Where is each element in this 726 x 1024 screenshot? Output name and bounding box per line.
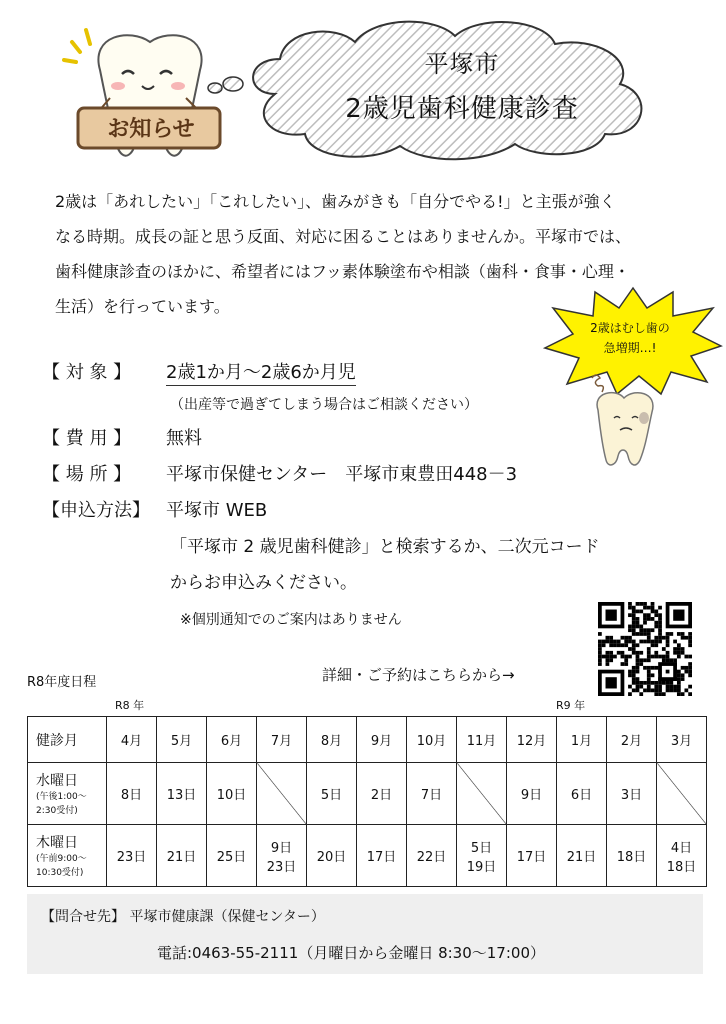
exam-date: 20日 — [316, 850, 347, 865]
month-cell: 2月 — [607, 717, 657, 763]
time-note: (午後1:00～ — [36, 791, 87, 802]
no-exam-cell — [457, 763, 507, 825]
exam-date-cell — [257, 825, 307, 887]
exam-date-cell — [507, 763, 557, 825]
place-row — [42, 460, 517, 486]
month-cell: 9月 — [357, 717, 407, 763]
year-label-r9: R9 年 — [556, 699, 586, 712]
exam-date: 23日 — [116, 850, 147, 865]
exam-date: 4日 — [670, 840, 693, 856]
year-label-r8: R8 年 — [115, 699, 145, 712]
exam-date-cell — [207, 763, 257, 825]
exam-date: 17日 — [516, 850, 547, 865]
month-cell: 12月 — [507, 717, 557, 763]
exam-date-cell — [157, 763, 207, 825]
apply-label: 【申込方法】 — [42, 500, 150, 521]
month-cell: 7月 — [257, 717, 307, 763]
worried-tooth-illustration — [578, 370, 668, 470]
exam-date: 21日 — [166, 850, 197, 865]
intro-line: なる時期。成長の証と思う反面、対応に困ることはありませんか。平塚市では、 — [55, 227, 632, 246]
month-cell: 11月 — [457, 717, 507, 763]
apply-value: 平塚市 WEB — [166, 500, 268, 521]
month-cell: 8月 — [307, 717, 357, 763]
fee-row — [42, 424, 202, 450]
exam-date: 22日 — [416, 850, 447, 865]
notice-badge-label: お知らせ — [107, 117, 195, 142]
exam-date: 2日 — [370, 788, 393, 803]
exam-date: 13日 — [166, 788, 197, 803]
exam-date: 10日 — [216, 788, 247, 803]
weekday-label: 水曜日 — [36, 772, 78, 789]
qr-code[interactable] — [598, 602, 692, 696]
exam-date: 21日 — [566, 850, 597, 865]
exam-date: 17日 — [366, 850, 397, 865]
exam-date-cell — [557, 825, 607, 887]
fee-value: 無料 — [166, 428, 202, 449]
exam-date-cell — [107, 825, 157, 887]
exam-date: 9日 — [520, 788, 543, 803]
exam-date: 18日 — [616, 850, 647, 865]
place-value: 平塚市保健センター 平塚市東豊田448－3 — [166, 464, 518, 485]
exam-date: 7日 — [420, 788, 443, 803]
apply-row — [42, 496, 267, 522]
apply-instructions: からお申込みください。 — [170, 573, 357, 593]
exam-date-cell — [307, 763, 357, 825]
exam-date-cell — [507, 825, 557, 887]
contact-department: 【問合せ先】 平塚市健康課（保健センター） — [41, 909, 325, 925]
month-cell: 4月 — [107, 717, 157, 763]
qr-code-image — [598, 602, 692, 696]
schedule-table — [27, 716, 707, 887]
header-cell: 健診月 — [28, 717, 107, 763]
exam-date-cell — [307, 825, 357, 887]
exam-date-cell — [407, 763, 457, 825]
exam-date: 6日 — [570, 788, 593, 803]
contact-phone: 電話:0463-55-2111（月曜日から金曜日 8:30～17:00） — [157, 944, 545, 962]
exam-date-cell — [607, 825, 657, 887]
intro-line: 2歳は「あれしたい」「これしたい」、歯みがきも「自分でやる!」と主張が強く — [55, 192, 616, 211]
exam-date: 5日 — [320, 788, 343, 803]
exam-date-cell — [207, 825, 257, 887]
exam-date-cell — [657, 825, 707, 887]
exam-date-cell — [107, 763, 157, 825]
no-exam-cell — [257, 763, 307, 825]
table-row-thursday — [28, 825, 707, 887]
exam-date: 8日 — [120, 788, 143, 803]
month-cell: 3月 — [657, 717, 707, 763]
time-note: 2:30受付) — [36, 805, 78, 816]
callout-line: 2歳はむし歯の — [590, 321, 670, 335]
callout-text — [580, 318, 680, 358]
intro-line: 生活）を行っています。 — [55, 297, 230, 316]
place-label: 【 場 所 】 — [42, 464, 132, 485]
header-city: 平塚市 — [424, 50, 500, 78]
fee-label: 【 費 用 】 — [42, 428, 132, 449]
exam-date-cell — [157, 825, 207, 887]
table-row-wednesday — [28, 763, 707, 825]
exam-date-cell — [407, 825, 457, 887]
exam-date-cell — [607, 763, 657, 825]
exam-date: 9日 — [270, 840, 293, 856]
exam-date: 18日 — [666, 859, 697, 875]
month-cell: 6月 — [207, 717, 257, 763]
exam-date: 3日 — [620, 788, 643, 803]
exam-date-cell — [357, 763, 407, 825]
target-row — [42, 358, 356, 384]
callout-line: 急増期…! — [603, 341, 657, 355]
thursday-label-cell — [28, 825, 107, 887]
exam-date: 5日 — [470, 840, 493, 856]
month-cell: 5月 — [157, 717, 207, 763]
target-note: （出産等で過ぎてしまう場合はご相談ください） — [170, 397, 478, 413]
exam-date-cell — [557, 763, 607, 825]
apply-instructions: 「平塚市 2 歳児歯科健診」と検索するか、二次元コード — [170, 537, 600, 557]
exam-date: 23日 — [266, 859, 297, 875]
schedule-title: R8年度日程 — [27, 675, 97, 690]
contact-box — [27, 894, 703, 974]
exam-date: 25日 — [216, 850, 247, 865]
intro-line: 歯科健康診査のほかに、希望者にはフッ素体験塗布や相談（歯科・食事・心理・ — [55, 262, 630, 281]
wednesday-label-cell — [28, 763, 107, 825]
page-title: 2歳児歯科健康診査 — [345, 94, 579, 124]
time-note: (午前9:00～ — [36, 853, 87, 864]
month-cell: 10月 — [407, 717, 457, 763]
target-value: 2歳1か月～2歳6か月児 — [166, 362, 356, 386]
weekday-label: 木曜日 — [36, 834, 78, 851]
month-cell: 1月 — [557, 717, 607, 763]
exam-date: 19日 — [466, 859, 497, 875]
exam-date-cell — [457, 825, 507, 887]
target-label: 【 対 象 】 — [42, 362, 132, 383]
qr-caption: 詳細・ご予約はこちらから→ — [322, 666, 515, 684]
table-row — [28, 717, 707, 763]
exam-date-cell — [357, 825, 407, 887]
time-note: 10:30受付) — [36, 867, 84, 878]
apply-note: ※個別通知でのご案内はありません — [180, 612, 402, 628]
no-exam-cell — [657, 763, 707, 825]
